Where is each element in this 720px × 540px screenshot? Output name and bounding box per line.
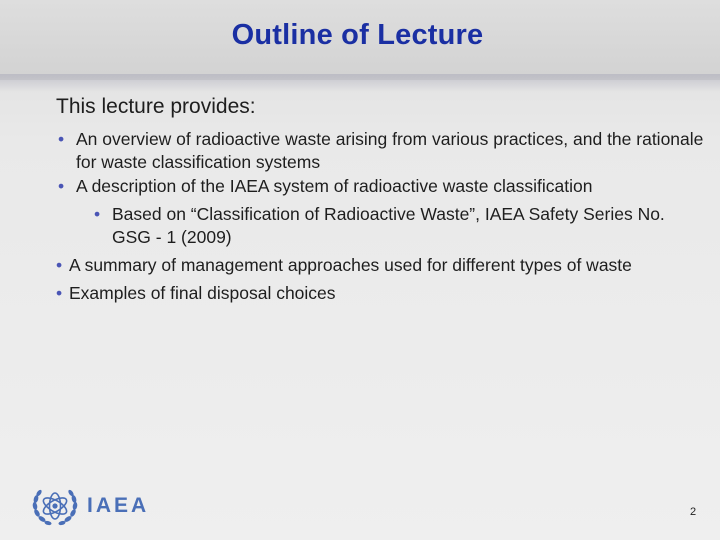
intro-text: This lecture provides: xyxy=(56,95,256,118)
bullet-dot-icon: • xyxy=(94,204,101,224)
bullet-item xyxy=(56,175,706,198)
bullet-item xyxy=(56,282,706,305)
slide-title: Outline of Lecture xyxy=(231,19,484,51)
bullet-dot-icon: • xyxy=(56,283,63,303)
bullet-item xyxy=(56,128,706,174)
iaea-logo xyxy=(30,483,149,529)
bullet-list xyxy=(56,128,706,305)
iaea-emblem-icon xyxy=(30,483,80,529)
bullet-item xyxy=(56,254,706,277)
bullet-dot-icon: • xyxy=(58,129,65,149)
page-number: 2 xyxy=(690,506,697,518)
bullet-text: An overview of radioactive waste arising from various practices, and the rationale for waste classification systems xyxy=(76,129,704,172)
bullet-text: Based on “Classification of Radioactive Waste”, IAEA Safety Series No. GSG - 1 (2009) xyxy=(112,204,665,247)
sub-bullet-item xyxy=(56,203,706,249)
logo-text: IAEA xyxy=(87,494,150,517)
title-divider xyxy=(0,74,720,92)
bullet-text: A summary of management approaches used for different types of waste xyxy=(69,255,632,275)
bullet-dot-icon: • xyxy=(58,176,65,196)
bullet-dot-icon: • xyxy=(56,255,63,275)
bullet-text: A description of the IAEA system of radioactive waste classification xyxy=(76,176,593,196)
slide-content xyxy=(56,94,706,305)
bullet-text: Examples of final disposal choices xyxy=(69,283,336,303)
